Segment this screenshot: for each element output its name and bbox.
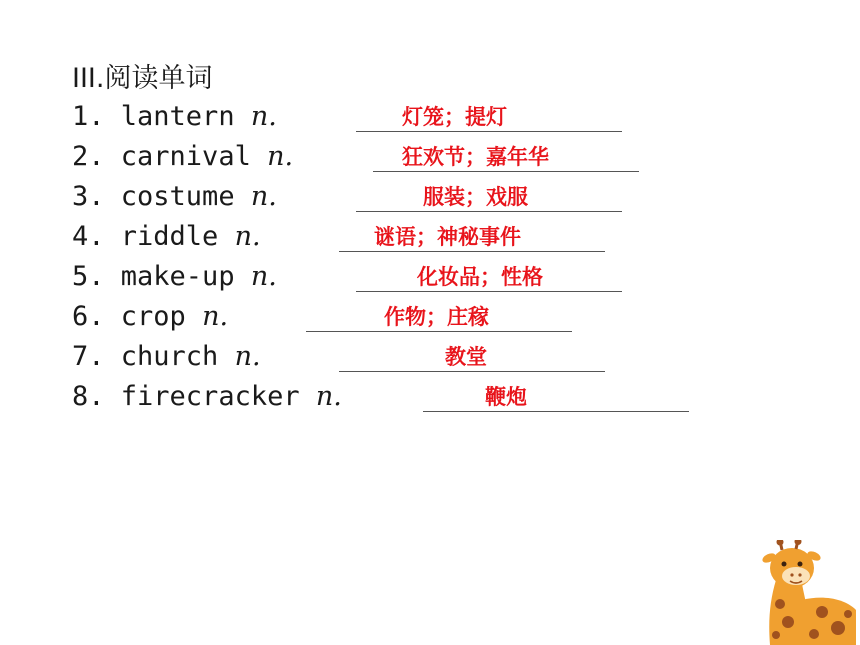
answer-blank — [339, 371, 605, 372]
answer-blank — [339, 251, 605, 252]
answer-text: 作物；庄稼 — [384, 305, 489, 329]
answer-text: 化妆品；性格 — [417, 265, 543, 289]
answer-blank — [356, 211, 622, 212]
giraffe-icon — [752, 540, 858, 645]
answer-blank — [373, 171, 639, 172]
vocab-word: 1. lantern n. — [72, 101, 277, 132]
vocab-word: 8. firecracker n. — [72, 381, 342, 412]
vocab-word: 4. riddle n. — [72, 221, 261, 252]
section-heading: III.阅读单词 — [72, 63, 213, 94]
answer-blank — [356, 291, 622, 292]
vocab-word: 5. make-up n. — [72, 261, 277, 292]
answer-text: 灯笼；提灯 — [402, 105, 507, 129]
answer-blank — [423, 411, 689, 412]
answer-text: 服装；戏服 — [423, 185, 528, 209]
answer-text: 教堂 — [445, 345, 487, 369]
answer-text: 谜语；神秘事件 — [374, 225, 521, 249]
answer-blank — [306, 331, 572, 332]
vocab-word: 6. crop n. — [72, 301, 229, 332]
vocab-word: 7. church n. — [72, 341, 261, 372]
answer-blank — [356, 131, 622, 132]
vocab-word: 3. costume n. — [72, 181, 277, 212]
answer-text: 鞭炮 — [485, 385, 527, 409]
vocab-word: 2. carnival n. — [72, 141, 294, 172]
answer-text: 狂欢节；嘉年华 — [402, 145, 549, 169]
